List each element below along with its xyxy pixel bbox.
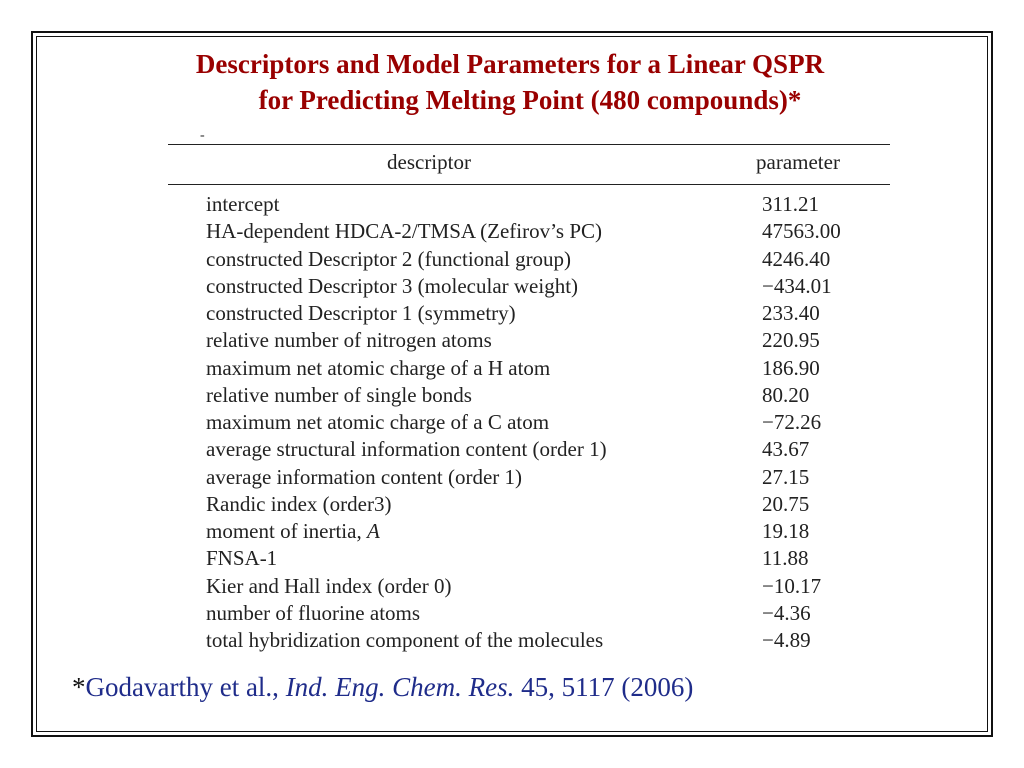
header-descriptor: descriptor bbox=[387, 150, 471, 174]
table-top-mark: - bbox=[200, 128, 205, 143]
parameter-cell: 20.75 bbox=[762, 491, 810, 516]
descriptor-cell: maximum net atomic charge of a C atom bbox=[206, 410, 550, 434]
parameter-cell: −10.17 bbox=[762, 573, 822, 598]
descriptor-cell: relative number of single bonds bbox=[206, 382, 472, 407]
parameter-cell: 19.18 bbox=[762, 519, 810, 543]
title-line-2: for Predicting Melting Point (480 compounds)* bbox=[258, 85, 802, 115]
table-row bbox=[0, 246, 1024, 273]
descriptor-cell: maximum net atomic charge of a H atom bbox=[206, 355, 551, 380]
header-parameter: parameter bbox=[756, 150, 840, 174]
descriptor-cell: FNSA-1 bbox=[206, 546, 278, 571]
descriptor-cell: relative number of nitrogen atoms bbox=[206, 328, 492, 353]
table-row bbox=[0, 518, 1024, 545]
table-row bbox=[0, 382, 1024, 409]
descriptor-cell: average structural information content (order 1) bbox=[206, 437, 607, 462]
table-row bbox=[0, 436, 1024, 463]
table-row bbox=[0, 600, 1024, 627]
table-row bbox=[0, 273, 1024, 300]
table-row bbox=[0, 191, 1024, 218]
descriptor-cell: total hybridization component of the molecules bbox=[206, 628, 604, 652]
table-row bbox=[0, 355, 1024, 382]
parameter-cell: 80.20 bbox=[762, 382, 810, 407]
descriptor-cell: intercept bbox=[206, 192, 280, 216]
table-header-rule bbox=[168, 184, 890, 185]
parameter-cell: 11.88 bbox=[762, 546, 809, 571]
table-row bbox=[0, 545, 1024, 572]
descriptor-cell: constructed Descriptor 1 (symmetry) bbox=[206, 301, 516, 325]
table-row bbox=[0, 409, 1024, 436]
parameter-cell: 186.90 bbox=[762, 355, 820, 380]
citation-authors: Godavarthy et al., bbox=[85, 672, 279, 702]
parameter-cell: 220.95 bbox=[762, 328, 820, 353]
descriptor-cell: average information content (order 1) bbox=[206, 464, 523, 489]
citation-details: 45, 5117 (2006) bbox=[521, 672, 694, 702]
table-row bbox=[0, 491, 1024, 518]
parameter-cell: −72.26 bbox=[762, 410, 822, 434]
citation-journal: Ind. Eng. Chem. Res. bbox=[285, 672, 515, 702]
table-body bbox=[0, 191, 1024, 654]
table-row bbox=[0, 300, 1024, 327]
descriptor-cell: number of fluorine atoms bbox=[206, 600, 421, 625]
inertia-symbol: A bbox=[366, 519, 380, 543]
parameter-cell: 233.40 bbox=[762, 301, 820, 325]
table-row bbox=[0, 218, 1024, 245]
descriptor-cell: constructed Descriptor 2 (functional group) bbox=[206, 246, 572, 271]
descriptor-cell: moment of inertia, A bbox=[206, 519, 380, 543]
parameter-cell: −4.89 bbox=[762, 628, 811, 652]
parameter-cell: 47563.00 bbox=[762, 219, 841, 244]
citation-star: * bbox=[72, 672, 86, 702]
parameter-cell: 43.67 bbox=[762, 437, 810, 462]
slide-title bbox=[0, 46, 1024, 118]
parameter-cell: −4.36 bbox=[762, 600, 811, 625]
table-row bbox=[0, 327, 1024, 354]
descriptor-cell: Randic index (order3) bbox=[206, 491, 392, 516]
parameter-cell: 27.15 bbox=[762, 464, 810, 489]
table-row bbox=[0, 627, 1024, 654]
citation bbox=[72, 672, 693, 703]
descriptor-cell: Kier and Hall index (order 0) bbox=[206, 573, 452, 598]
table-row bbox=[0, 573, 1024, 600]
title-line-1: Descriptors and Model Parameters for a Linear QSPR bbox=[195, 49, 825, 79]
table-top-rule bbox=[168, 144, 890, 145]
parameter-cell: −434.01 bbox=[762, 273, 832, 298]
parameter-cell: 4246.40 bbox=[762, 246, 831, 271]
descriptor-cell: constructed Descriptor 3 (molecular weight) bbox=[206, 273, 579, 298]
parameter-cell: 311.21 bbox=[762, 192, 819, 216]
table-row bbox=[0, 464, 1024, 491]
descriptor-cell: HA-dependent HDCA-2/TMSA (Zefirov’s PC) bbox=[206, 219, 603, 244]
